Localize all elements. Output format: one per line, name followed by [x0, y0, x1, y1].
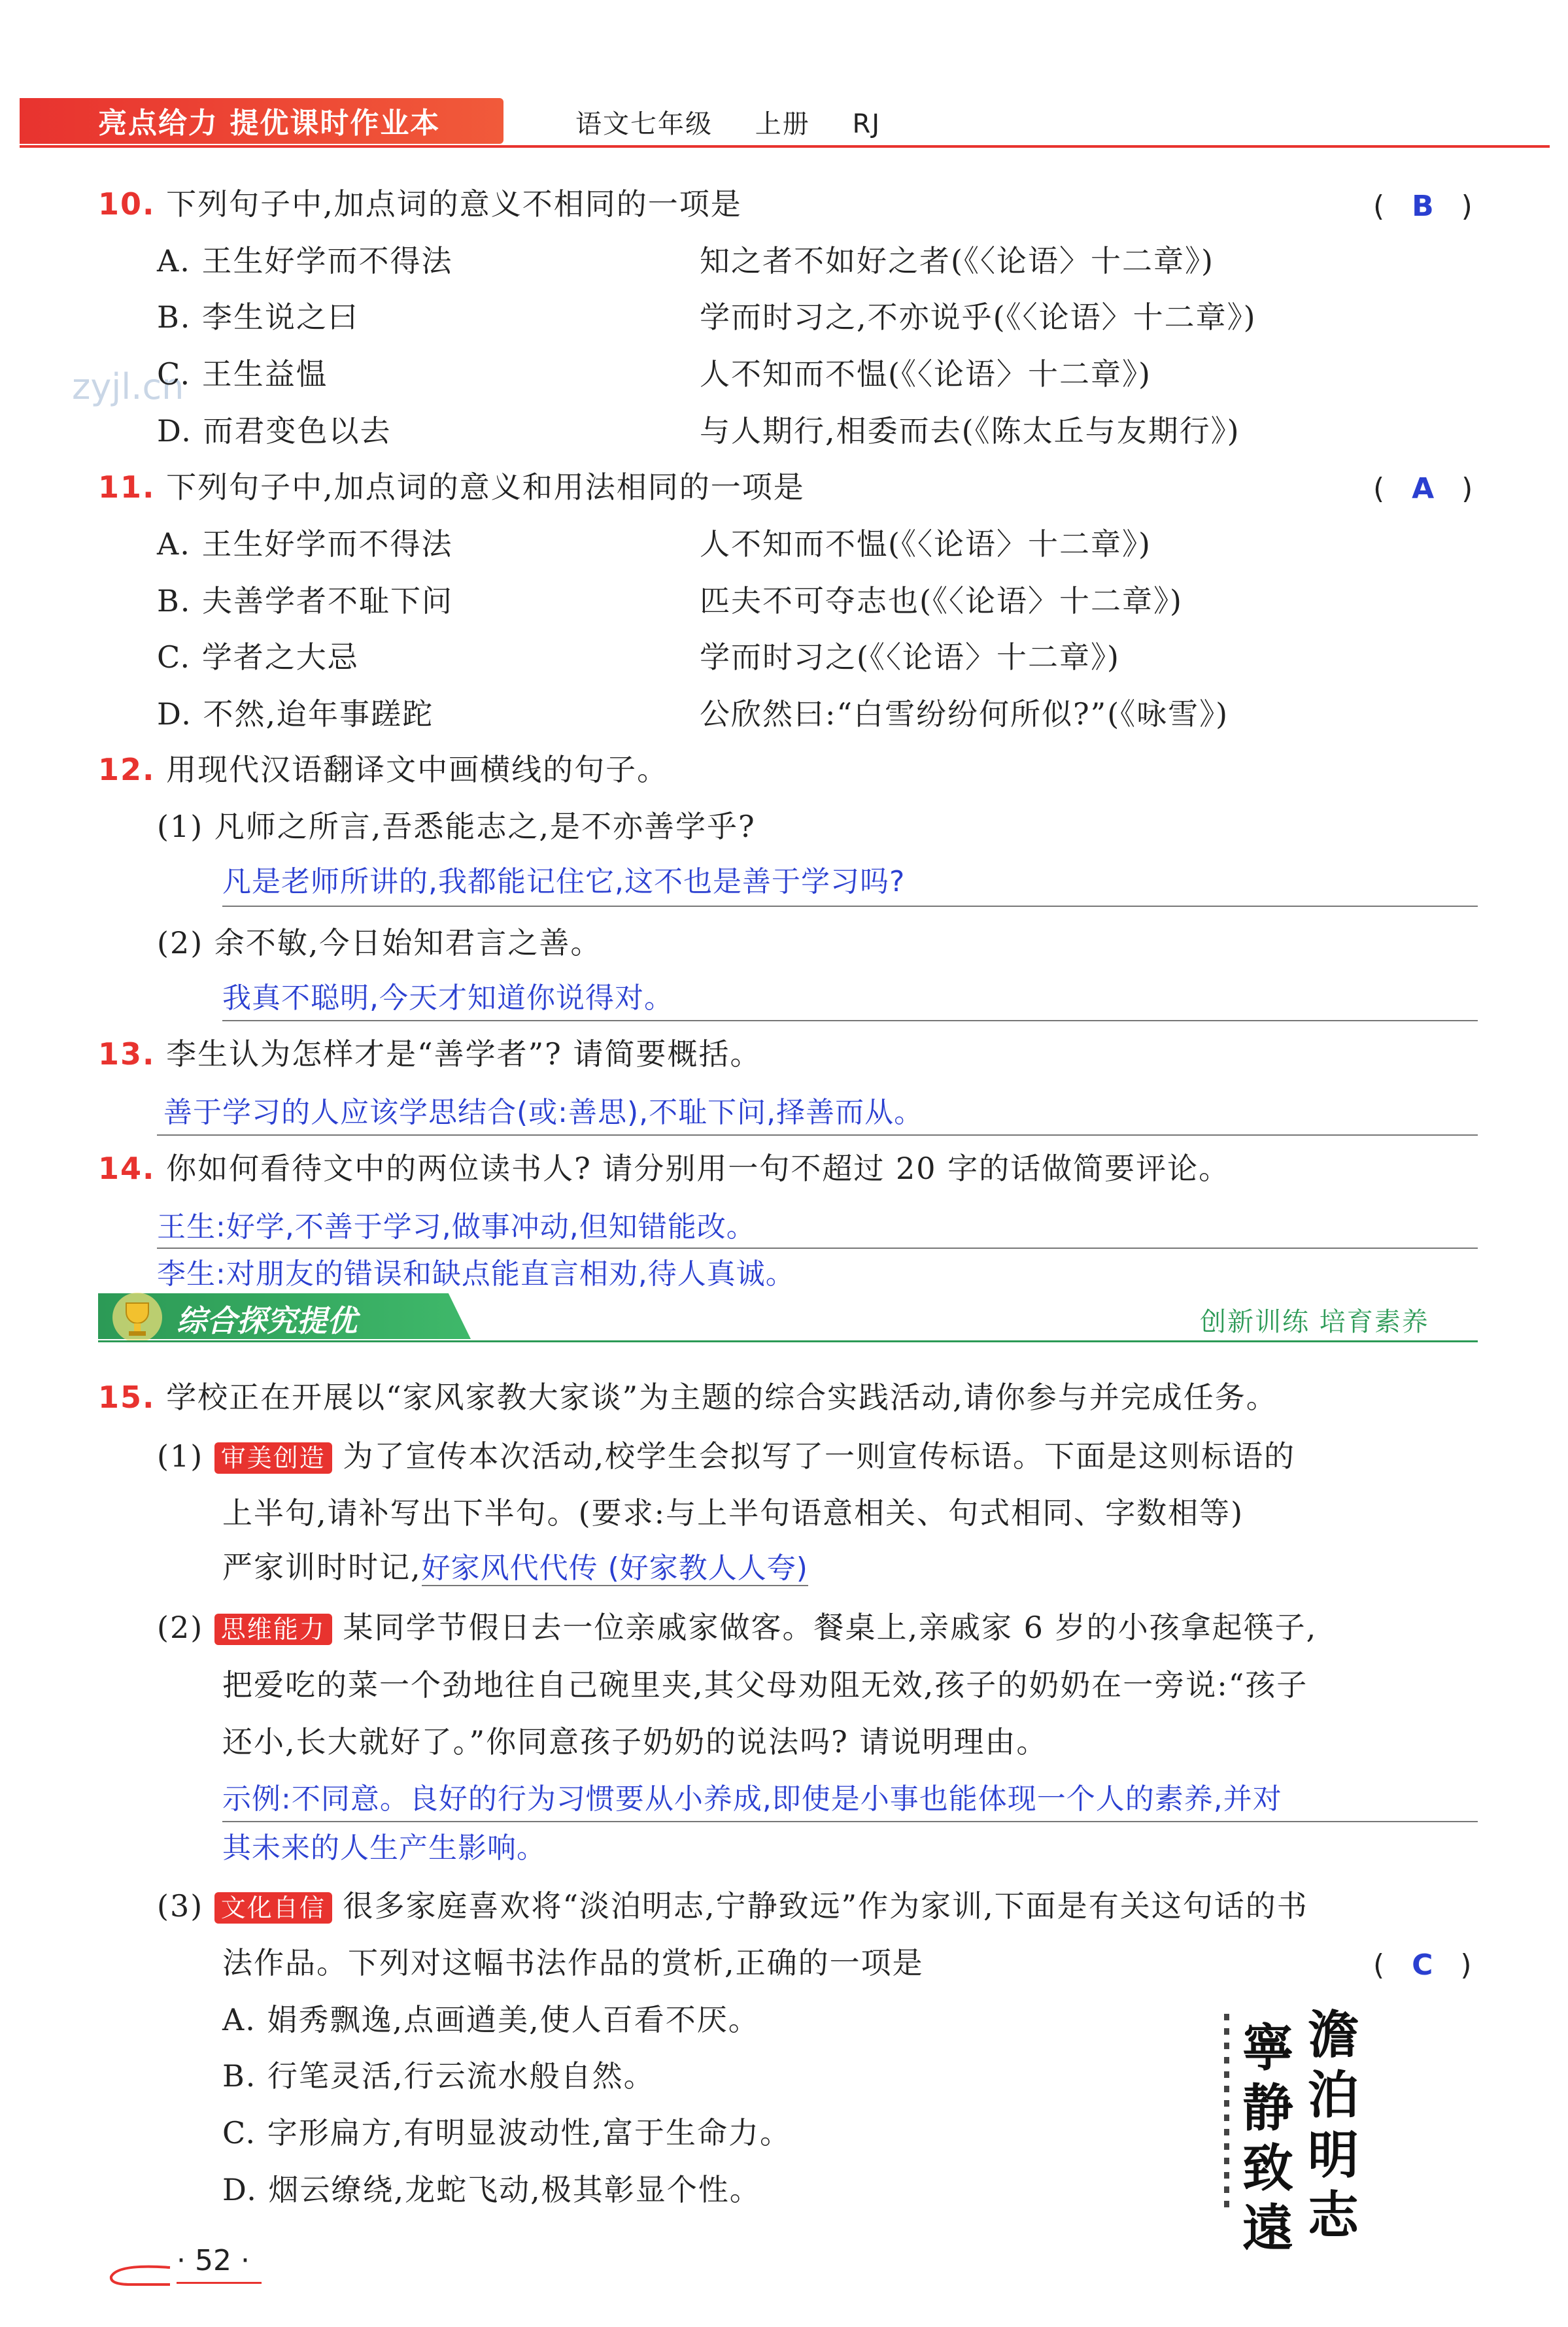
q15-part-1-index: (1) — [157, 1438, 204, 1474]
q10-option-c-right: 人不知而不愠(《〈论语〉十二章》) — [700, 356, 1151, 392]
question-10-answer-box: ( B ) — [1373, 190, 1473, 223]
q15-part-3-tag: 文化自信 — [214, 1892, 332, 1924]
q15-part-1-answer: 好家风代代传 (好家教人人夸) — [421, 1552, 808, 1585]
question-15-stem — [98, 1380, 1278, 1416]
question-15-text: 学校正在开展以“家风家教大家谈”为主题的综合实践活动,请你参与并完成任务。 — [166, 1380, 1278, 1415]
question-11-text: 下列句子中,加点词的意义和用法相同的一项是 — [166, 469, 805, 505]
q15-part-1-line-3 — [222, 1550, 808, 1586]
question-11-answer-box: ( A ) — [1373, 472, 1473, 505]
calligraphy-char: 澹 — [1308, 2005, 1359, 2065]
q10-option-b-left: B. 李生说之曰 — [157, 299, 360, 335]
q10-option-b-right: 学而时习之,不亦说乎(《〈论语〉十二章》) — [700, 299, 1257, 335]
question-13-stem — [98, 1036, 761, 1072]
section-rule — [98, 1340, 1478, 1342]
page-number-rule — [177, 2282, 262, 2284]
answer-line — [157, 1134, 1478, 1136]
header-edition: RJ — [852, 109, 881, 139]
q15-part-3-answer: C — [1412, 1948, 1433, 1982]
q15-part-2-answer-1: 示例:不同意。良好的行为习惯要从小养成,即使是小事也能体现一个人的素养,并对 — [222, 1782, 1282, 1816]
q15-part-3-option-c: C. 字形扁方,有明显波动性,富于生命力。 — [222, 2115, 792, 2150]
question-13-number: 13. — [98, 1036, 156, 1072]
calligraphy-char: 泊 — [1308, 2065, 1359, 2125]
section-title: 综合探究提优 — [177, 1303, 357, 1338]
q15-part-1-tag: 审美创造 — [214, 1442, 332, 1474]
page-number: · 52 · — [177, 2244, 250, 2277]
question-14-text: 你如何看待文中的两位读书人? 请分别用一句不超过 20 字的话做简要评论。 — [166, 1151, 1231, 1186]
q15-part-1-text-1: 为了宣传本次活动,校学生会拟写了一则宣传标语。下面是这则标语的 — [343, 1438, 1296, 1474]
q15-part-1-line-2: 上半句,请补写出下半句。(要求:与上半句语意相关、句式相同、字数相等) — [222, 1495, 1244, 1531]
question-11-stem — [98, 469, 805, 505]
question-12-text: 用现代汉语翻译文中画横线的句子。 — [166, 752, 669, 787]
header-brand: 亮点给力 提优课时作业本 — [98, 107, 441, 140]
question-10-stem — [98, 186, 742, 222]
calligraphy-char: 致 — [1242, 2139, 1294, 2198]
calligraphy-artwork — [1216, 1994, 1412, 2258]
header-subject: 语文七年级 — [575, 109, 713, 139]
answer-line — [222, 906, 1478, 907]
q15-part-3-answer-box: ( C ) — [1373, 1948, 1472, 1982]
q14-answer-2: 李生:对朋友的错误和缺点能直言相劝,待人真诚。 — [157, 1257, 795, 1291]
q15-part-3-option-d: D. 烟云缭绕,龙蛇飞动,极其彰显个性。 — [222, 2172, 761, 2207]
calligraphy-inscription — [1224, 2014, 1229, 2210]
question-13-text: 李生认为怎样才是“善学者”? 请简要概括。 — [166, 1036, 762, 1072]
q10-option-a-right: 知之者不如好之者(《〈论语〉十二章》) — [700, 243, 1214, 279]
section-subtitle: 创新训练 培育素养 — [1200, 1307, 1429, 1337]
q11-option-b-left: B. 夫善学者不耻下问 — [157, 583, 454, 619]
question-14-stem — [98, 1151, 1230, 1187]
calligraphy-char: 遠 — [1242, 2199, 1294, 2258]
q15-part-2-line-2: 把爱吃的菜一个劲地往自己碗里夹,其父母劝阻无效,孩子的奶奶在一旁说:“孩子 — [222, 1667, 1308, 1703]
watermark: zyjl.cn — [72, 366, 184, 407]
q10-option-c-left: C. 王生益愠 — [157, 356, 328, 392]
q11-option-a-left: A. 王生好学而不得法 — [157, 526, 453, 562]
question-11-answer: A — [1412, 472, 1435, 505]
q12-item-2: (2) 余不敏,今日始知君言之善。 — [157, 925, 602, 960]
q15-part-3-line-2: 法作品。下列对这幅书法作品的赏析,正确的一项是 — [222, 1945, 924, 1980]
question-12-number: 12. — [98, 752, 156, 787]
header-volume: 上册 — [755, 109, 810, 139]
answer-line — [222, 1821, 1478, 1822]
q15-part-1-line-1 — [157, 1438, 1295, 1474]
question-10-number: 10. — [98, 186, 156, 222]
question-10-answer: B — [1412, 190, 1434, 223]
q15-part-2-index: (2) — [157, 1610, 204, 1645]
question-14-number: 14. — [98, 1151, 156, 1186]
question-11-number: 11. — [98, 469, 156, 505]
q11-option-d-left: D. 不然,迨年事蹉跎 — [157, 696, 434, 732]
q15-part-3-text-1: 很多家庭喜欢将“淡泊明志,宁静致远”作为家训,下面是有关这句话的书 — [343, 1888, 1308, 1924]
q10-option-d-left: D. 而君变色以去 — [157, 413, 392, 449]
q15-part-2-line-1 — [157, 1610, 1317, 1646]
calligraphy-char: 静 — [1242, 2079, 1294, 2138]
q10-option-d-right: 与人期行,相委而去(《陈太丘与友期行》) — [700, 413, 1240, 449]
header-subject-line — [575, 103, 881, 141]
q11-option-d-right: 公欣然曰:“白雪纷纷何所似?”(《咏雪》) — [700, 696, 1229, 732]
q15-part-1-prefix: 严家训时时记, — [222, 1550, 422, 1585]
q15-part-3-index: (3) — [157, 1888, 204, 1924]
q15-part-3-option-a: A. 娟秀飘逸,点画遒美,使人百看不厌。 — [222, 2002, 760, 2037]
q12-item-1-answer: 凡是老师所讲的,我都能记住它,这不也是善于学习吗? — [222, 865, 906, 898]
answer-line — [157, 1248, 1478, 1249]
q15-part-2-answer-2: 其未来的人生产生影响。 — [222, 1831, 546, 1865]
calligraphy-char: 寧 — [1242, 2018, 1294, 2078]
page-ornament-icon — [105, 2262, 177, 2291]
q15-part-3-line-1 — [157, 1888, 1308, 1924]
q15-part-2-text-1: 某同学节假日去一位亲戚家做客。餐桌上,亲戚家 6 岁的小孩拿起筷子, — [343, 1610, 1318, 1645]
answer-line — [222, 1020, 1478, 1021]
q12-item-2-answer: 我真不聪明,今天才知道你说得对。 — [222, 981, 673, 1015]
q11-option-c-left: C. 学者之大忌 — [157, 639, 359, 675]
q12-item-1: (1) 凡师之所言,吾悉能志之,是不亦善学乎? — [157, 809, 756, 844]
calligraphy-char: 明 — [1308, 2126, 1359, 2185]
trophy-icon — [108, 1291, 167, 1346]
q15-part-2-tag: 思维能力 — [214, 1614, 332, 1645]
calligraphy-char: 志 — [1308, 2186, 1359, 2245]
q13-answer: 善于学习的人应该学思结合(或:善思),不耻下问,择善而从。 — [163, 1096, 924, 1129]
q15-part-2-line-3: 还小,长大就好了。”你同意孩子奶奶的说法吗? 请说明理由。 — [222, 1724, 1048, 1759]
question-15-number: 15. — [98, 1380, 156, 1415]
q14-answer-1: 王生:好学,不善于学习,做事冲动,但知错能改。 — [157, 1210, 756, 1244]
q15-part-3-option-b: B. 行笔灵活,行云流水般自然。 — [222, 2058, 655, 2094]
q10-option-a-left: A. 王生好学而不得法 — [157, 243, 453, 279]
header-rule — [20, 145, 1550, 148]
q11-option-b-right: 匹夫不可夺志也(《〈论语〉十二章》) — [700, 583, 1183, 619]
q11-option-a-right: 人不知而不愠(《〈论语〉十二章》) — [700, 526, 1151, 562]
question-10-text: 下列句子中,加点词的意义不相同的一项是 — [166, 186, 742, 222]
q11-option-c-right: 学而时习之(《〈论语〉十二章》) — [700, 639, 1120, 675]
question-12-stem — [98, 752, 668, 788]
